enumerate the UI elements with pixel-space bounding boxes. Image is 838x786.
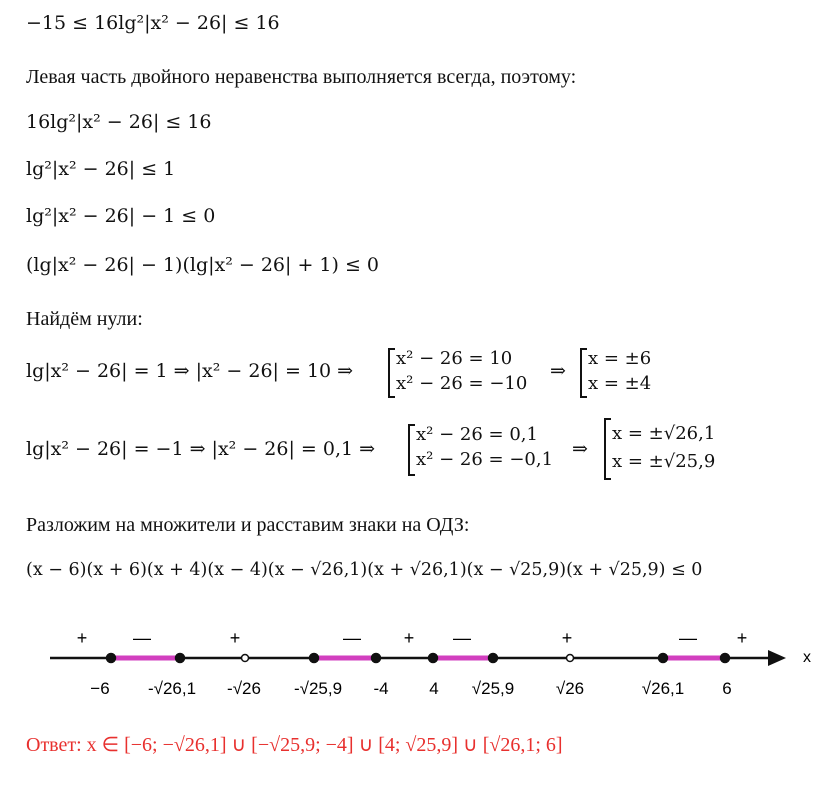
result-2-a: x = ±√26,1 bbox=[612, 423, 716, 444]
line-step-1: 16lg²|x² − 26| ≤ 16 bbox=[26, 111, 212, 133]
point-label-8: √26 bbox=[555, 679, 585, 698]
result-bracket-2 bbox=[604, 418, 611, 480]
point-label-1: −6 bbox=[90, 679, 110, 698]
result-2-b: x = ±√25,9 bbox=[612, 451, 716, 472]
point-8 bbox=[567, 655, 574, 662]
point-label-9: √26,1 bbox=[641, 679, 685, 698]
point-label-6: 4 bbox=[429, 679, 439, 698]
system-1-eq-a: x² − 26 = 10 bbox=[396, 348, 513, 369]
point-label-3: -√26 bbox=[227, 679, 261, 698]
interval-sign-1: + bbox=[76, 628, 88, 648]
line-factor-note: Разложим на множители и расставим знаки на ОДЗ: bbox=[26, 514, 470, 536]
axis-label: x bbox=[803, 649, 811, 666]
axis-arrowhead bbox=[768, 650, 786, 666]
number-line bbox=[0, 620, 838, 710]
line-full-factorization: (x − 6)(x + 6)(x + 4)(x − 4)(x − √26,1)(x + √26,1)(x − √25,9)(x + √25,9) ≤ 0 bbox=[26, 560, 703, 580]
arrow-1: ⇒ bbox=[550, 360, 566, 382]
result-bracket-1 bbox=[580, 348, 587, 398]
system-1-eq-b: x² − 26 = −10 bbox=[396, 373, 528, 394]
point-1 bbox=[107, 654, 116, 663]
line-left-part-note: Левая часть двойного неравенства выполняется всегда, поэтому: bbox=[26, 66, 577, 88]
line-find-zeros: Найдём нули: bbox=[26, 308, 143, 330]
interval-sign-3: + bbox=[229, 628, 241, 648]
interval-sign-7: + bbox=[561, 628, 573, 648]
interval-sign-4: — bbox=[343, 628, 361, 648]
system-2-eq-a: x² − 26 = 0,1 bbox=[416, 424, 538, 445]
result-1-b: x = ±4 bbox=[588, 373, 652, 394]
interval-sign-9: + bbox=[736, 628, 748, 648]
point-5 bbox=[372, 654, 381, 663]
interval-sign-6: — bbox=[453, 628, 471, 648]
point-4 bbox=[310, 654, 319, 663]
point-7 bbox=[489, 654, 498, 663]
interval-sign-2: — bbox=[133, 628, 151, 648]
line-step-2: lg²|x² − 26| ≤ 1 bbox=[26, 158, 176, 180]
system-bracket-2 bbox=[408, 424, 415, 476]
line-step-3: lg²|x² − 26| − 1 ≤ 0 bbox=[26, 205, 216, 227]
zeros-equation-2: lg|x² − 26| = −1 ⇒ |x² − 26| = 0,1 ⇒ bbox=[26, 438, 376, 460]
point-6 bbox=[429, 654, 438, 663]
result-1-a: x = ±6 bbox=[588, 348, 652, 369]
system-bracket-1 bbox=[388, 348, 395, 398]
zeros-equation-1: lg|x² − 26| = 1 ⇒ |x² − 26| = 10 ⇒ bbox=[26, 360, 354, 382]
line-factored: (lg|x² − 26| − 1)(lg|x² − 26| + 1) ≤ 0 bbox=[26, 254, 380, 276]
interval-sign-8: — bbox=[679, 628, 697, 648]
point-2 bbox=[176, 654, 185, 663]
result-2 bbox=[612, 420, 715, 476]
line-original-inequality: −15 ≤ 16lg²|x² − 26| ≤ 16 bbox=[26, 12, 280, 34]
result-1 bbox=[588, 346, 651, 396]
point-label-10: 6 bbox=[722, 679, 732, 698]
point-label-7: √25,9 bbox=[471, 679, 515, 698]
system-1 bbox=[396, 346, 527, 396]
arrow-2: ⇒ bbox=[572, 438, 588, 460]
point-label-4: -√25,9 bbox=[293, 679, 343, 698]
system-2 bbox=[416, 422, 553, 472]
point-10 bbox=[721, 654, 730, 663]
point-9 bbox=[659, 654, 668, 663]
point-3 bbox=[242, 655, 249, 662]
answer-line: Ответ: x ∈ [−6; −√26,1] ∪ [−√25,9; −4] ∪ [4; √25,9] ∪ [√26,1; 6] bbox=[26, 734, 563, 756]
interval-sign-5: + bbox=[403, 628, 415, 648]
point-label-2: -√26,1 bbox=[147, 679, 197, 698]
system-2-eq-b: x² − 26 = −0,1 bbox=[416, 449, 554, 470]
point-label-5: -4 bbox=[373, 679, 389, 698]
